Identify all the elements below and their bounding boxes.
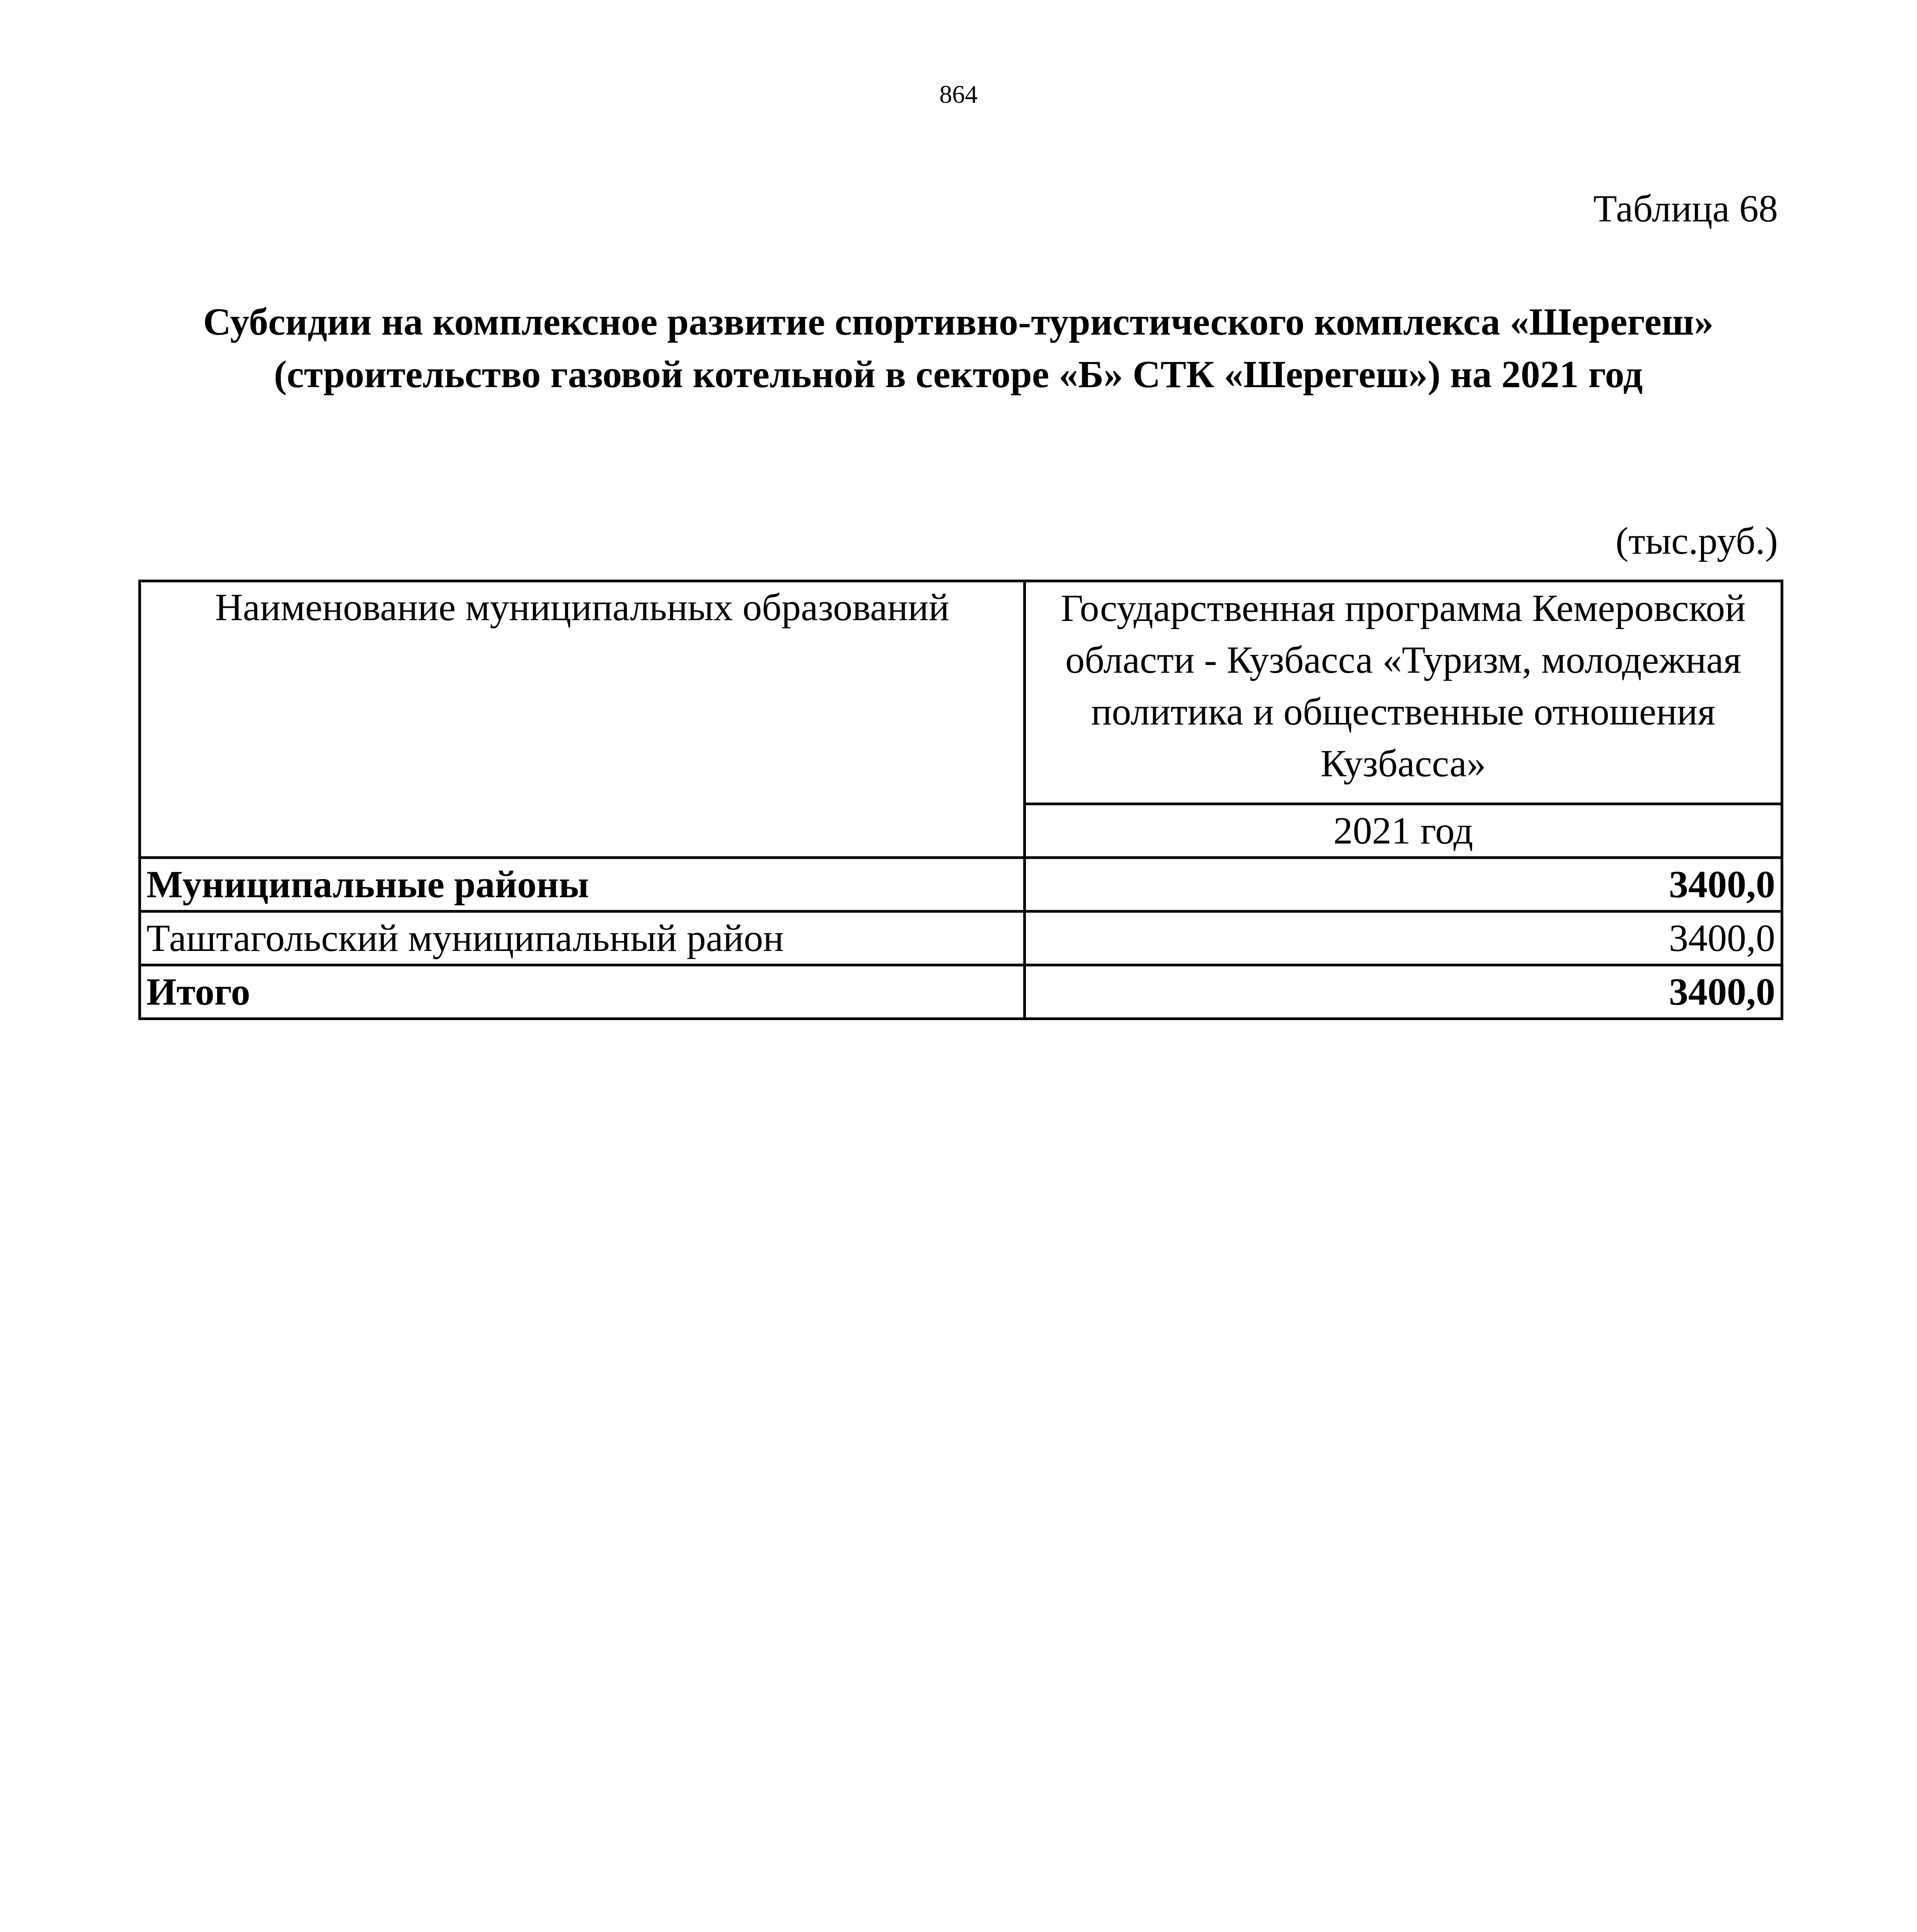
table-label: Таблица 68 [1593, 187, 1778, 230]
document-title: Субсидии на комплексное развитие спортивно-туристического комплекса «Шерегеш» (строительство газовой котельной в секторе «Б» СТК «Шерегеш») на 2021 год [203, 300, 1714, 396]
row-name: Муниципальные районы [140, 858, 1025, 912]
units-label: (тыс.руб.) [1615, 519, 1778, 562]
row-name: Итого [140, 965, 1025, 1019]
table-row [140, 858, 1782, 912]
page-number: 864 [939, 80, 978, 109]
header-program: Государственная программа Кемеровской области - Кузбасса «Туризм, молодежная политика и общественные отношения Кузбасса» [1025, 581, 1782, 804]
table-row [140, 965, 1782, 1019]
row-value: 3400,0 [1025, 965, 1782, 1019]
subsidy-table [138, 580, 1783, 1020]
table-header-row [140, 581, 1782, 804]
row-name: Таштагольский муниципальный район [140, 912, 1025, 965]
header-year: 2021 год [1025, 804, 1782, 858]
table-row [140, 912, 1782, 965]
header-municipality: Наименование муниципальных образований [140, 581, 1025, 858]
row-value: 3400,0 [1025, 858, 1782, 912]
row-value: 3400,0 [1025, 912, 1782, 965]
